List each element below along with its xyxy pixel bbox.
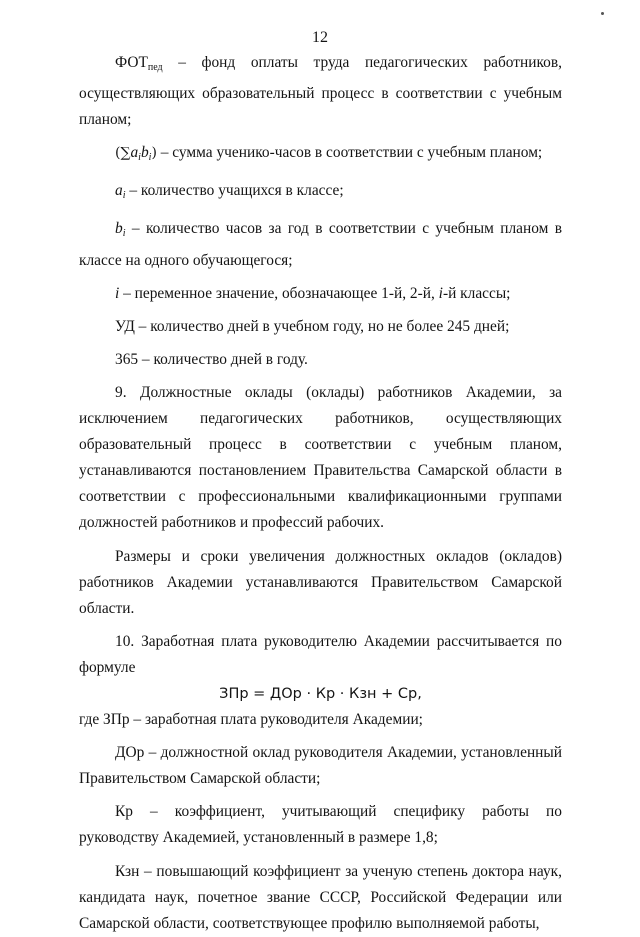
b-symbol: b: [115, 220, 123, 238]
document-body: [79, 50, 562, 937]
sum-a: a: [130, 144, 139, 162]
b-definition-text: – количество часов за год в соответствии с учебным планом в классе на одного обучающегося;: [79, 220, 562, 269]
sum-definition: [79, 140, 562, 171]
i-symbol-inline: i: [438, 284, 443, 302]
ud-definition: УД – количество дней в учебном году, но не более 245 дней;: [115, 317, 510, 335]
fot-subscript: пед: [147, 62, 163, 73]
kr-definition: Кр – коэффициент, учитывающий специфику работы по руководству Академией, установленный в размере 1,8;: [79, 803, 562, 847]
page-number: 12: [312, 29, 328, 46]
dor-definition: ДОр – должностной оклад руководителя Академии, установленный Правительством Самарской области;: [79, 744, 562, 788]
b-definition: [79, 216, 562, 273]
fot-term: ФОТ: [115, 54, 148, 71]
fot-definition: [79, 50, 562, 133]
sum-b-index: i: [148, 152, 152, 164]
a-symbol: a: [115, 182, 123, 200]
paragraph-10: 10. Заработная плата руководителю Академии рассчитывается по формуле: [79, 632, 562, 676]
sum-a-index: i: [138, 152, 141, 164]
i-definition-text: – переменное значение, обозначающее 1-й, 2-й,: [119, 284, 439, 302]
b-index: i: [122, 228, 126, 240]
salary-formula: ЗПр = ДОр · Кр · Кзн + Ср,: [219, 685, 422, 702]
paragraph-9-sizes: Размеры и сроки увеличения должностных окладов (окладов) работников Академии устанавливаются Правительством Самарской области.: [79, 547, 562, 617]
sum-definition-text: – сумма ученико-часов в соответствии с учебным планом;: [156, 144, 543, 162]
zpr-definition: где ЗПр – заработная плата руководителя Академии;: [79, 711, 423, 729]
sum-symbol: (∑: [115, 145, 131, 162]
scan-dot: [601, 12, 604, 15]
i-definition-tail: -й классы;: [442, 284, 511, 302]
i-definition: [79, 281, 562, 307]
paragraph-9: 9. Должностные оклады (оклады) работников Академии, за исключением педагогических работников, осуществляющих образовательный процесс в соответствии с учебным планом, устанавливаются постановлением Правительства Самарской области в соответствии с профессиональными квалификационными группами должностей работников и профессий рабочих.: [79, 383, 562, 532]
sum-close: ): [151, 145, 157, 162]
days-definition: 365 – количество дней в году.: [115, 350, 308, 368]
sum-b: b: [140, 144, 149, 162]
i-symbol: i: [115, 284, 120, 302]
a-definition: [79, 178, 562, 209]
a-definition-text: – количество учащихся в классе;: [125, 182, 344, 200]
fot-definition-text: – фонд оплаты труда педагогических работников, осуществляющих образовательный процесс в соответствии с учебным планом;: [79, 54, 562, 129]
kzn-definition: Кзн – повышающий коэффициент за ученую степень доктора наук, кандидата наук, почетное звание СССР, Российской Федерации или Самарской области, соответствующее профилю выполняемой работы,: [79, 862, 562, 932]
a-index: i: [122, 190, 126, 202]
